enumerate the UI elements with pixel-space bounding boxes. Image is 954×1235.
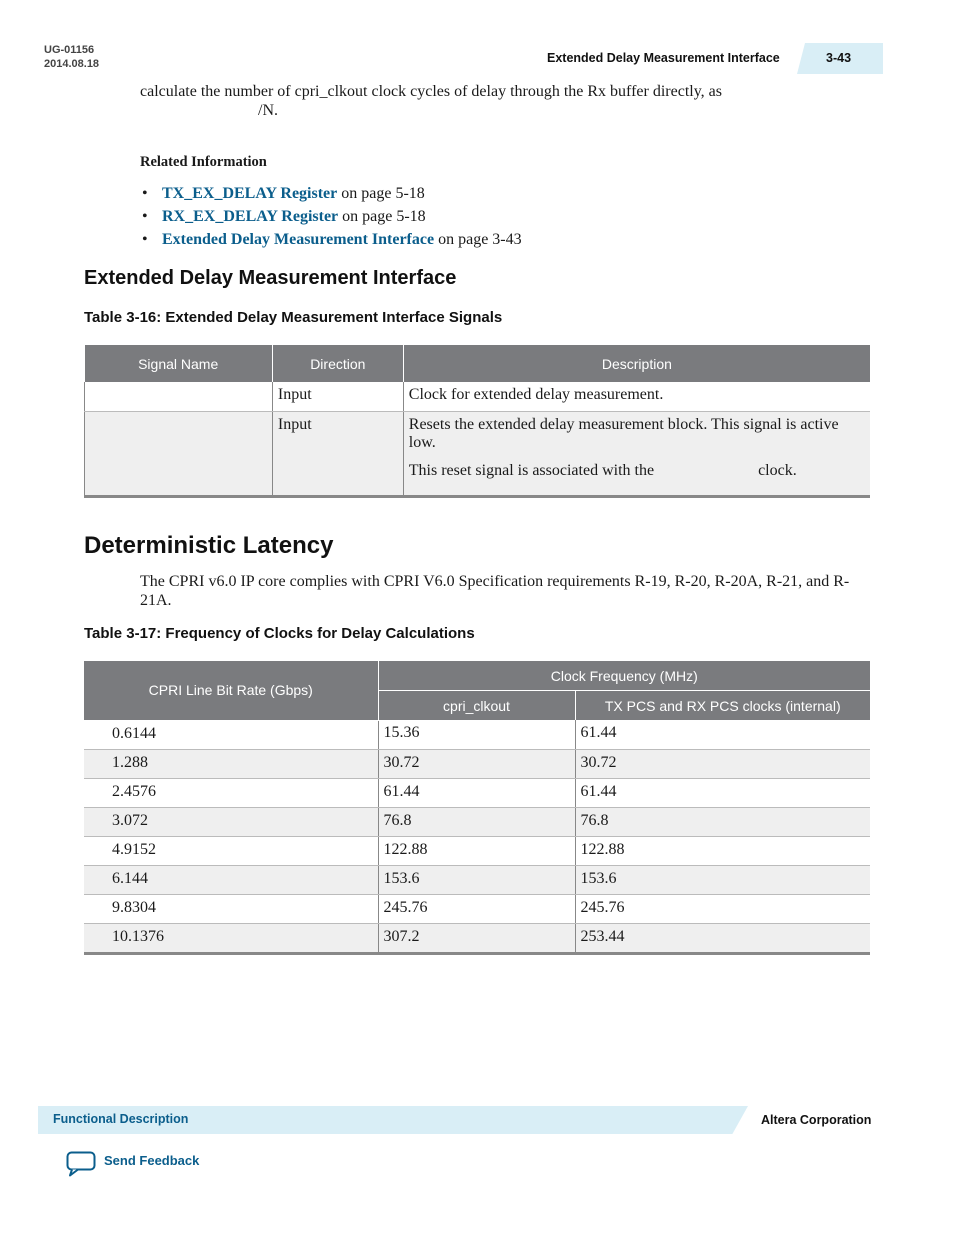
pcs-clock-cell: 61.44 (575, 720, 870, 749)
section-heading-extended-delay: Extended Delay Measurement Interface (84, 267, 457, 289)
description-text: Resets the extended delay measurement block. This signal is active low. (408, 416, 839, 451)
table-row (84, 778, 870, 807)
col-header-pcs-clocks: TX PCS and RX PCS clocks (internal) (575, 691, 870, 721)
list-item (140, 205, 522, 228)
intro-line-2: /N. (258, 102, 278, 119)
table-row (84, 923, 870, 953)
pcs-clock-cell: 76.8 (575, 807, 870, 836)
line-bit-rate-cell: 2.4576 (84, 778, 378, 807)
related-link-ext-delay-interface[interactable]: Extended Delay Measurement Interface (162, 231, 435, 248)
deterministic-latency-paragraph: The CPRI v6.0 IP core complies with CPRI V6.0 Specification requirements R-19, R-20, R-20A, R-21, and R-21A. (140, 573, 850, 609)
description-text-2 (409, 462, 865, 480)
list-item (140, 228, 522, 251)
direction-cell: Input (272, 412, 403, 497)
signals-table (84, 345, 870, 498)
list-item (140, 182, 522, 205)
line-bit-rate-cell: 10.1376 (84, 923, 378, 953)
table-header-row (85, 345, 871, 382)
direction-cell: Input (272, 382, 403, 412)
send-feedback-link[interactable]: Send Feedback (104, 1153, 200, 1168)
line-bit-rate-cell: 3.072 (84, 807, 378, 836)
table-header-row (84, 661, 870, 691)
pcs-clock-cell: 245.76 (575, 894, 870, 923)
table-row (85, 412, 871, 497)
table-row (84, 894, 870, 923)
signal-name-cell (85, 382, 273, 412)
col-header-cpri-clkout: cpri_clkout (378, 691, 575, 721)
col-header-direction: Direction (272, 345, 403, 382)
cpri-clkout-cell: 30.72 (378, 749, 575, 778)
description-cell (403, 382, 870, 412)
related-link-tx-ex-delay[interactable]: TX_EX_DELAY Register (162, 185, 338, 202)
clock-frequency-rows (84, 720, 870, 953)
running-header-title: Extended Delay Measurement Interface (547, 51, 780, 65)
footer-company: Altera Corporation (761, 1113, 872, 1127)
speech-bubble-icon[interactable] (66, 1151, 96, 1177)
cpri-clkout-cell: 61.44 (378, 778, 575, 807)
col-header-line-bit-rate: CPRI Line Bit Rate (Gbps) (84, 661, 378, 720)
col-header-description: Description (403, 345, 870, 382)
related-info-list (140, 182, 522, 251)
line-bit-rate-cell: 9.8304 (84, 894, 378, 923)
footer-section-link[interactable]: Functional Description (53, 1112, 189, 1126)
pcs-clock-cell: 61.44 (575, 778, 870, 807)
doc-id: UG-01156 (44, 44, 95, 56)
related-info-heading: Related Information (140, 154, 267, 170)
related-link-rx-ex-delay[interactable]: RX_EX_DELAY Register (162, 208, 339, 225)
pcs-clock-cell: 153.6 (575, 865, 870, 894)
pcs-clock-cell: 253.44 (575, 923, 870, 953)
col-header-clock-frequency: Clock Frequency (MHz) (378, 661, 870, 691)
col-header-signal-name: Signal Name (85, 345, 273, 382)
table-row (85, 382, 871, 412)
doc-id-block (44, 43, 99, 71)
page-number: 3-43 (826, 51, 852, 65)
signal-name-cell (85, 412, 273, 497)
link-page-ref: on page 3-43 (434, 231, 522, 248)
line-bit-rate-cell: 0.6144 (84, 720, 378, 749)
cpri-clkout-cell: 76.8 (378, 807, 575, 836)
table-caption-3-16: Table 3-16: Extended Delay Measurement Interface Signals (84, 309, 503, 326)
cpri-clkout-cell: 122.88 (378, 836, 575, 865)
section-heading-deterministic-latency: Deterministic Latency (84, 532, 334, 559)
description-cell (403, 412, 870, 497)
cpri-clkout-cell: 15.36 (378, 720, 575, 749)
table-row (84, 720, 870, 749)
table-caption-3-17: Table 3-17: Frequency of Clocks for Delay Calculations (84, 625, 475, 642)
table-row (84, 807, 870, 836)
link-page-ref: on page 5-18 (337, 185, 425, 202)
doc-date: 2014.08.18 (44, 58, 100, 70)
line-bit-rate-cell: 6.144 (84, 865, 378, 894)
table-row (84, 836, 870, 865)
line-bit-rate-cell: 4.9152 (84, 836, 378, 865)
cpri-clkout-cell: 307.2 (378, 923, 575, 953)
description-text-tail: clock. (758, 462, 797, 479)
intro-line-1: calculate the number of cpri_clkout clock cycles of delay through the Rx buffer directly, as (140, 83, 723, 100)
description-text: Clock for extended delay measurement. (408, 386, 664, 403)
cpri-clkout-cell: 153.6 (378, 865, 575, 894)
line-bit-rate-cell: 1.288 (84, 749, 378, 778)
clock-frequency-table (84, 661, 870, 955)
description-text-head: This reset signal is associated with the (408, 462, 655, 479)
pcs-clock-cell: 122.88 (575, 836, 870, 865)
table-row (84, 865, 870, 894)
link-page-ref: on page 5-18 (338, 208, 426, 225)
pcs-clock-cell: 30.72 (575, 749, 870, 778)
table-row (84, 749, 870, 778)
cpri-clkout-cell: 245.76 (378, 894, 575, 923)
